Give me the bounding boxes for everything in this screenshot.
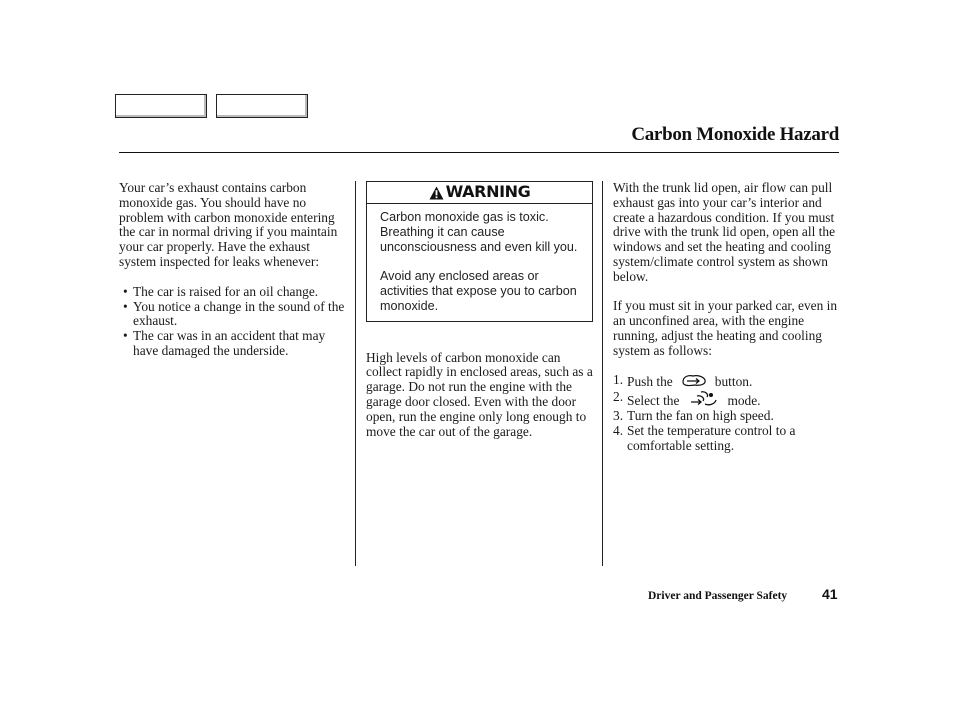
column-divider-1 (355, 181, 356, 566)
page-number: 41 (822, 586, 838, 602)
column-right (613, 181, 838, 453)
warning-text-2: Avoid any enclosed areas or activities that expose you to carbon monoxide. (380, 269, 577, 313)
warning-body (367, 204, 592, 321)
nav-tab-right[interactable] (216, 94, 308, 118)
inspection-bullet-list (119, 285, 349, 359)
warning-header (367, 182, 592, 204)
warning-text-1: Carbon monoxide gas is toxic. Breathing it can cause unconsciousness and even kill you. (380, 210, 578, 254)
bullet-item: • The car was in an accident that may have damaged the underside. (119, 329, 349, 359)
climate-steps-list (613, 373, 838, 453)
step-item: 1. Push the button. (613, 372, 753, 390)
nav-tab-left[interactable] (115, 94, 207, 118)
step-item: 3. Turn the fan on high speed. (613, 407, 774, 423)
footer-section-label: Driver and Passenger Safety (648, 590, 788, 602)
column-divider-2 (602, 181, 603, 566)
fresh-air-icon (679, 373, 709, 389)
floor-vent-mode-icon (685, 390, 721, 408)
page-title: Carbon Monoxide Hazard (631, 124, 839, 145)
step-item: 2. Select the mode. (613, 389, 761, 409)
warning-heading: WARNING (445, 182, 531, 202)
step-item: 4. Set the temperature control to a comfortable setting. (613, 422, 796, 453)
warning-triangle-icon (429, 186, 444, 200)
intro-paragraph: Your car’s exhaust contains carbon monoxide gas. You should have no problem with carbon monoxide entering the car in normal driving if you maintain your car properly. Have the exhaust system inspected for leaks whenever: (119, 180, 338, 269)
garage-paragraph: High levels of carbon monoxide can collect rapidly in enclosed areas, such as a garage. Do not run the engine with the garage door closed. Even with the door open, run the engine only long enough to move the car out of the garage. (366, 349, 593, 439)
column-left (119, 181, 349, 359)
trunk-paragraph: With the trunk lid open, air flow can pull exhaust gas into your car’s interior and create a hazardous condition. If you must drive with the trunk lid open, open all the windows and set the heating and cooling system/climate control system as shown below. (613, 180, 836, 284)
warning-box (366, 181, 593, 322)
title-rule (119, 152, 839, 153)
parked-car-paragraph: If you must sit in your parked car, even in an unconfined area, with the engine running, adjust the heating and cooling system as follows: (613, 298, 838, 358)
bullet-item: • The car is raised for an oil change. (119, 285, 349, 300)
bullet-item: • You notice a change in the sound of the exhaust. (119, 300, 349, 330)
column-middle (366, 181, 596, 439)
